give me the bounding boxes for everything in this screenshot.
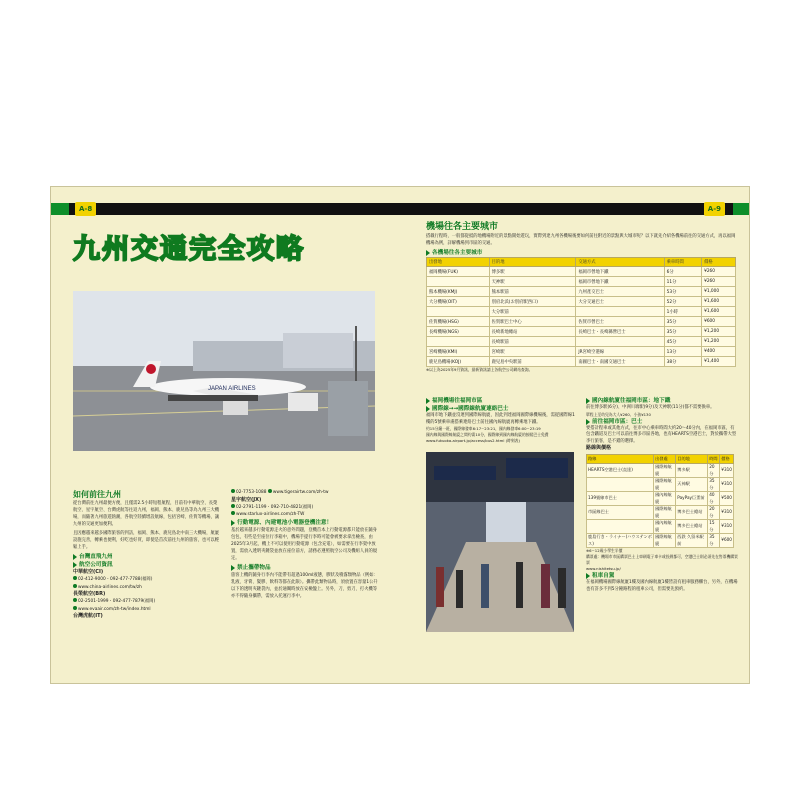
table-cell: ¥310 xyxy=(720,478,734,492)
table-cell: 鹿兒島機場(KOJ) xyxy=(427,357,490,367)
svg-text:JAPAN AIRLINES: JAPAN AIRLINES xyxy=(208,386,256,392)
table-row xyxy=(427,337,736,347)
ticket-info: 購票處：機場市市區購票巴士上車刷電子車卡或投錢都可，空港巴士則必須先在售票機購買票 xyxy=(586,554,738,565)
right-page xyxy=(426,221,738,592)
airport-transport-table xyxy=(426,257,736,367)
table-cell: 15分 xyxy=(708,520,720,534)
table-cell: 天神駅 xyxy=(676,478,708,492)
table-cell: 13分 xyxy=(664,347,701,357)
airline-phone: 02-2501-1999・092-477-7879(福岡) xyxy=(73,598,221,606)
intro-text: 從台灣前往九州最便方便，且僅需2.5小時短程航程，目前有中華航空、長榮航空、星宇航空、台灣虎航等往返九州，福岡、熊本、鹿兒島等為九州三大機場，而隨著九州旅遊熱潮，各航空陸續增設航線，包括宮崎、佐賀等機場，讓九州的交通更加便利。 xyxy=(73,501,220,527)
table-cell: ¥400 xyxy=(702,347,736,357)
intro-text-2: 且因應越來越多國際旅客的到訪，福岡、熊本、鹿兒島北中南三大機場，航廈設施完善，轉乘也便利，好吃也好買，即使是首次前往九州的旅客，也可以輕鬆上手。 xyxy=(73,531,220,550)
table-note: ※以上為2025年9月資訊，最新資訊請上各航空公司網站查詢。 xyxy=(426,367,533,372)
fare-header: 目的地 xyxy=(676,455,708,464)
fare-row xyxy=(587,534,734,548)
phone-icon xyxy=(73,576,77,580)
page-title: 九州交通完全攻略 xyxy=(73,234,305,265)
table-cell: 南國巴士・南國交通巴士 xyxy=(576,357,664,367)
bus-title: 前往福岡市區：巴士 xyxy=(586,418,738,426)
airline-name: 星宇航空(JX) xyxy=(231,496,262,503)
table-cell: 佐賀市營巴士 xyxy=(576,317,664,327)
table-cell: 11分 xyxy=(664,277,701,287)
table-cell: 35分 xyxy=(664,327,701,337)
table-cell: 國內線航廈 xyxy=(654,492,676,506)
table-header: 出發地 xyxy=(427,258,490,267)
table-cell: ¥1,400 xyxy=(702,357,736,367)
table-cell: 35分 xyxy=(708,478,720,492)
phone-icon xyxy=(231,504,235,508)
intl-bus-title: 國際線→→國際線航廈連絡巴士 xyxy=(426,405,576,413)
table-row xyxy=(427,277,736,287)
table-cell: 鹿兒島中央駅前 xyxy=(489,357,576,367)
table-cell xyxy=(587,478,654,492)
table-cell: 別府北浜(お別府駅西口) xyxy=(489,297,576,307)
fare-header: 時間 xyxy=(708,455,720,464)
intl-bus-info-2: 國內線與國際線航廈之間約需10分，國際線到國內線航廈的接駁巴士免費 xyxy=(426,432,549,437)
airline-url[interactable]: www.evaair.com/zh-tw/index.html xyxy=(73,606,221,614)
table-header: 目的地 xyxy=(489,258,576,267)
table-cell: 長崎機場(NGS) xyxy=(427,327,490,337)
table-cell: 35分 xyxy=(664,317,701,327)
table-row xyxy=(427,317,736,327)
table-cell: HEARTS空港巴士(直達) xyxy=(587,464,654,478)
table-cell: ¥500 xyxy=(720,492,734,506)
table-row xyxy=(427,327,736,337)
table-cell: 宮崎駅 xyxy=(489,347,576,357)
airline-name: 中華航空(CI) xyxy=(73,569,104,575)
page-tag-right: A-9 xyxy=(704,202,725,216)
table-cell xyxy=(576,307,664,317)
table-cell: ¥260 xyxy=(702,267,736,277)
table-cell: ¥1,000 xyxy=(702,287,736,297)
table-cell: 大分交通巴士 xyxy=(576,297,664,307)
table-header: 交通方式 xyxy=(576,258,664,267)
phone-icon xyxy=(231,489,235,493)
airline-phone: 02-412-9000・092-477-7788(福岡) xyxy=(73,576,221,584)
table-cell: 長崎巴士・長崎縣營巴士 xyxy=(576,327,664,337)
table-cell: 佐賀駅巴士中心 xyxy=(489,317,576,327)
intl-bus-url[interactable]: www.fukuoka-airport.jp/access/bus2.html (時刻表) xyxy=(426,438,520,443)
airline-info-title: 航空公司資訊 xyxy=(73,561,221,569)
web-icon xyxy=(73,584,77,588)
fare-row xyxy=(587,464,734,478)
table-cell: 1小時 xyxy=(664,307,701,317)
table-cell: 長崎新地總站 xyxy=(489,327,576,337)
fare-header: 價格 xyxy=(720,455,734,464)
airline-name: 長榮航空(BR) xyxy=(73,591,106,597)
banned-items-text: 旅客上機的隨身行李內不能帶有超過100ml液態，膠狀及噴霧類物品（例如：乳液、牙膏、髮膠、飲料等都在此限）。攜帶此類物品時，須放置在容量1公升以下的透明夾鏈袋內，並於通關時放在安檢盤上。另外，刀、剪刀、打火機等亦不得隨身攜帶，需放入托運行李中。 xyxy=(231,572,378,599)
table-cell: 國際線航廈 xyxy=(654,478,676,492)
fare-row xyxy=(587,478,734,492)
table-cell: 大分駅前 xyxy=(489,307,576,317)
web-icon xyxy=(73,606,77,610)
table-cell: 博多巴士總站 xyxy=(676,520,708,534)
table-cell: 20分 xyxy=(708,506,720,520)
table-cell: 熊本駅前 xyxy=(489,287,576,297)
table-cell: 博多駅 xyxy=(489,267,576,277)
intl-bus-info: 約15分鐘一班，國際線發車6:17~23:21，國內線發車6:00~23:19 xyxy=(426,426,541,431)
bus-text: 要搭計程車或其他方式，往市中心乘車時間大約20～40分內，在福岡市區，有包含鐵道及巴士可以前往博多市區各地，也有HEARTS空港巴士，對於攜帶大型李行旅客，是不錯的選擇。 xyxy=(586,425,737,444)
table-row xyxy=(427,347,736,357)
fare-row xyxy=(587,506,734,520)
table-cell: ¥1,200 xyxy=(702,327,736,337)
nishitetsu-url[interactable]: www.nishitetsu.jp/ xyxy=(586,566,621,571)
table-cell: 6分 xyxy=(664,267,701,277)
web-icon xyxy=(231,511,235,515)
airport-city-title: 機場往各主要城市 xyxy=(426,222,499,232)
table-cell: 九州產交巴士 xyxy=(576,287,664,297)
table-header: 價格 xyxy=(702,258,736,267)
fukuoka-title: 福岡機場往福岡市區 xyxy=(426,397,576,405)
fare-title: 路線與價格 xyxy=(586,445,612,451)
intl-bus-text: 福岡市地下鐵並沒連到國際線航廈，因此到達福岡國際線機場後，需從國際線1樓的5號乘車處搭乘連絡巴士前往國內線航廈再轉乘地下鐵。 xyxy=(426,413,575,425)
table-title: 各機場往各主要城市 xyxy=(426,249,736,257)
table-cell: PayPay巨蛋前 xyxy=(676,492,708,506)
direct-flight-title: 台灣直飛九州 xyxy=(73,553,221,561)
table-cell: ¥310 xyxy=(720,506,734,520)
fare-header: 出發處 xyxy=(654,455,676,464)
table-cell: 天神駅 xyxy=(489,277,576,287)
powerbank-title: 行動電源、內建電池小電器登機注意！ xyxy=(231,519,379,527)
table-cell: ¥1,600 xyxy=(702,307,736,317)
airline-name: 台灣虎航(IT) xyxy=(73,613,103,619)
domestic-fare: 單程上至幼兒為大人¥260、小孩¥130 xyxy=(586,411,651,417)
domestic-text: 前往博多駅(6分)、中洲川端駅(9分)及天神駅(11分)都不需要換車。 xyxy=(586,405,715,410)
table-cell: 福岡市營地下鐵 xyxy=(576,267,664,277)
table-cell: 博多巴士總站 xyxy=(676,506,708,520)
fare-header: 路線 xyxy=(587,455,654,464)
table-cell: 福岡機場(FUK) xyxy=(427,267,490,277)
table-cell: 國內線航廈 xyxy=(654,520,676,534)
table-cell: 45分 xyxy=(664,337,701,347)
table-cell: 53分 xyxy=(664,287,701,297)
table-cell xyxy=(427,337,490,347)
table-cell xyxy=(427,277,490,287)
table-cell: 52分 xyxy=(664,297,701,307)
table-cell: 博多駅 xyxy=(676,464,708,478)
section-title-how-to-go: 如何前往九州 xyxy=(73,490,121,499)
fare-row xyxy=(587,520,734,534)
magazine-spread xyxy=(50,186,750,684)
table-row xyxy=(427,267,736,277)
table-cell: ¥600 xyxy=(702,317,736,327)
table-row xyxy=(427,357,736,367)
table-cell xyxy=(587,520,654,534)
airline-phone: 02-2791-1199・092-710-4821(福岡) xyxy=(231,504,379,512)
table-cell xyxy=(576,337,664,347)
airline-phone: 02-7753-1088 www.tigerairtw.com/zh-tw xyxy=(231,489,379,497)
fukuoka-column xyxy=(426,397,576,444)
airport-city-intro: 搭載行程時，一般都從抵的地機場附近的景點開始遊玩，實際到達九州各機場後要如何前往附近的景點與大城市呢？以下就先介紹各機場前往的交通方式，再以福岡機場為例，詳解機場到市區的交通。 xyxy=(426,234,736,246)
table-cell: 佐賀機場(HSG) xyxy=(427,317,490,327)
table-cell: 20分 xyxy=(708,464,720,478)
table-cell: 40分 xyxy=(708,492,720,506)
table-cell: 國際線航廈 xyxy=(654,464,676,478)
domestic-title: 國內線航廈往福岡市區：地下鐵 xyxy=(586,397,738,405)
table-cell: 38分 xyxy=(664,357,701,367)
web-icon xyxy=(268,489,272,493)
airline-url[interactable]: www.china-airlines.com/tw/zh xyxy=(73,584,221,592)
table-cell: 國際線航廈 xyxy=(654,534,676,548)
banned-items-title: 禁止攜帶物品 xyxy=(231,564,379,572)
table-cell: 鹿島行き・ライナー(ハウステンボス) xyxy=(588,534,652,546)
table-cell: JR宮崎空港線 xyxy=(576,347,664,357)
fare-table xyxy=(586,454,734,548)
airplane-photo xyxy=(73,291,375,451)
table-cell: 35分 xyxy=(708,534,720,548)
table-cell: 市區線巴士 xyxy=(587,506,654,520)
rental-title: 租車自駕 xyxy=(586,572,738,580)
table-cell: 西鉄 久留米駅前 xyxy=(676,534,708,548)
table-cell: 宮崎機場(KMI) xyxy=(427,347,490,357)
phone-icon xyxy=(73,598,77,602)
table-cell: ¥600 xyxy=(720,534,734,548)
top-band xyxy=(51,203,750,215)
table-cell: ¥260 xyxy=(702,277,736,287)
table-cell: ¥1,600 xyxy=(702,297,736,307)
station-photo xyxy=(426,452,574,632)
table-cell: 國際線航廈 xyxy=(654,506,676,520)
table-cell: 139號線市巴士 xyxy=(587,492,654,506)
table-cell xyxy=(427,307,490,317)
fare-row xyxy=(587,492,734,506)
powerbank-text: 基於越來越多行動電源走火的意外問題，登機首本上行動電源都只能放在隨身包包，有些是至座位行李箱中，機場手提行李時可能會被要求拿出檢查，由2025年3月起，機上不可以使用行動電源（包含充電），如需要在行李架中放置，需放入透明夾鏈袋並放在座位前方，請務必遵照航空公司及機組人員的規定。 xyxy=(231,527,378,561)
table-cell: ¥310 xyxy=(720,520,734,534)
table-row xyxy=(427,307,736,317)
fare-note: ※6~12歲小學生半價 xyxy=(586,548,623,553)
table-row xyxy=(427,287,736,297)
table-cell: 長崎駅前 xyxy=(489,337,576,347)
rental-text: 在福岡機場國際線航廈1樓及國內線航廈1樓皆設有租車服務櫃台，另外，在機場也有許多不到5分鐘路程的租車公司，但需要先預約。 xyxy=(586,580,738,592)
table-header: 乘車時間 xyxy=(664,258,701,267)
table-cell: 大分機場(OIT) xyxy=(427,297,490,307)
table-cell: 福岡市營地下鐵 xyxy=(576,277,664,287)
table-cell: 熊本機場(KMJ) xyxy=(427,287,490,297)
right-column-2 xyxy=(586,397,738,593)
table-row xyxy=(427,297,736,307)
table-cell: ¥310 xyxy=(720,464,734,478)
table-cell: ¥1,200 xyxy=(702,337,736,347)
page-tag-left: A-8 xyxy=(75,202,96,216)
airline-url[interactable]: www.starlux-airlines.com/zh-TW xyxy=(231,511,379,519)
